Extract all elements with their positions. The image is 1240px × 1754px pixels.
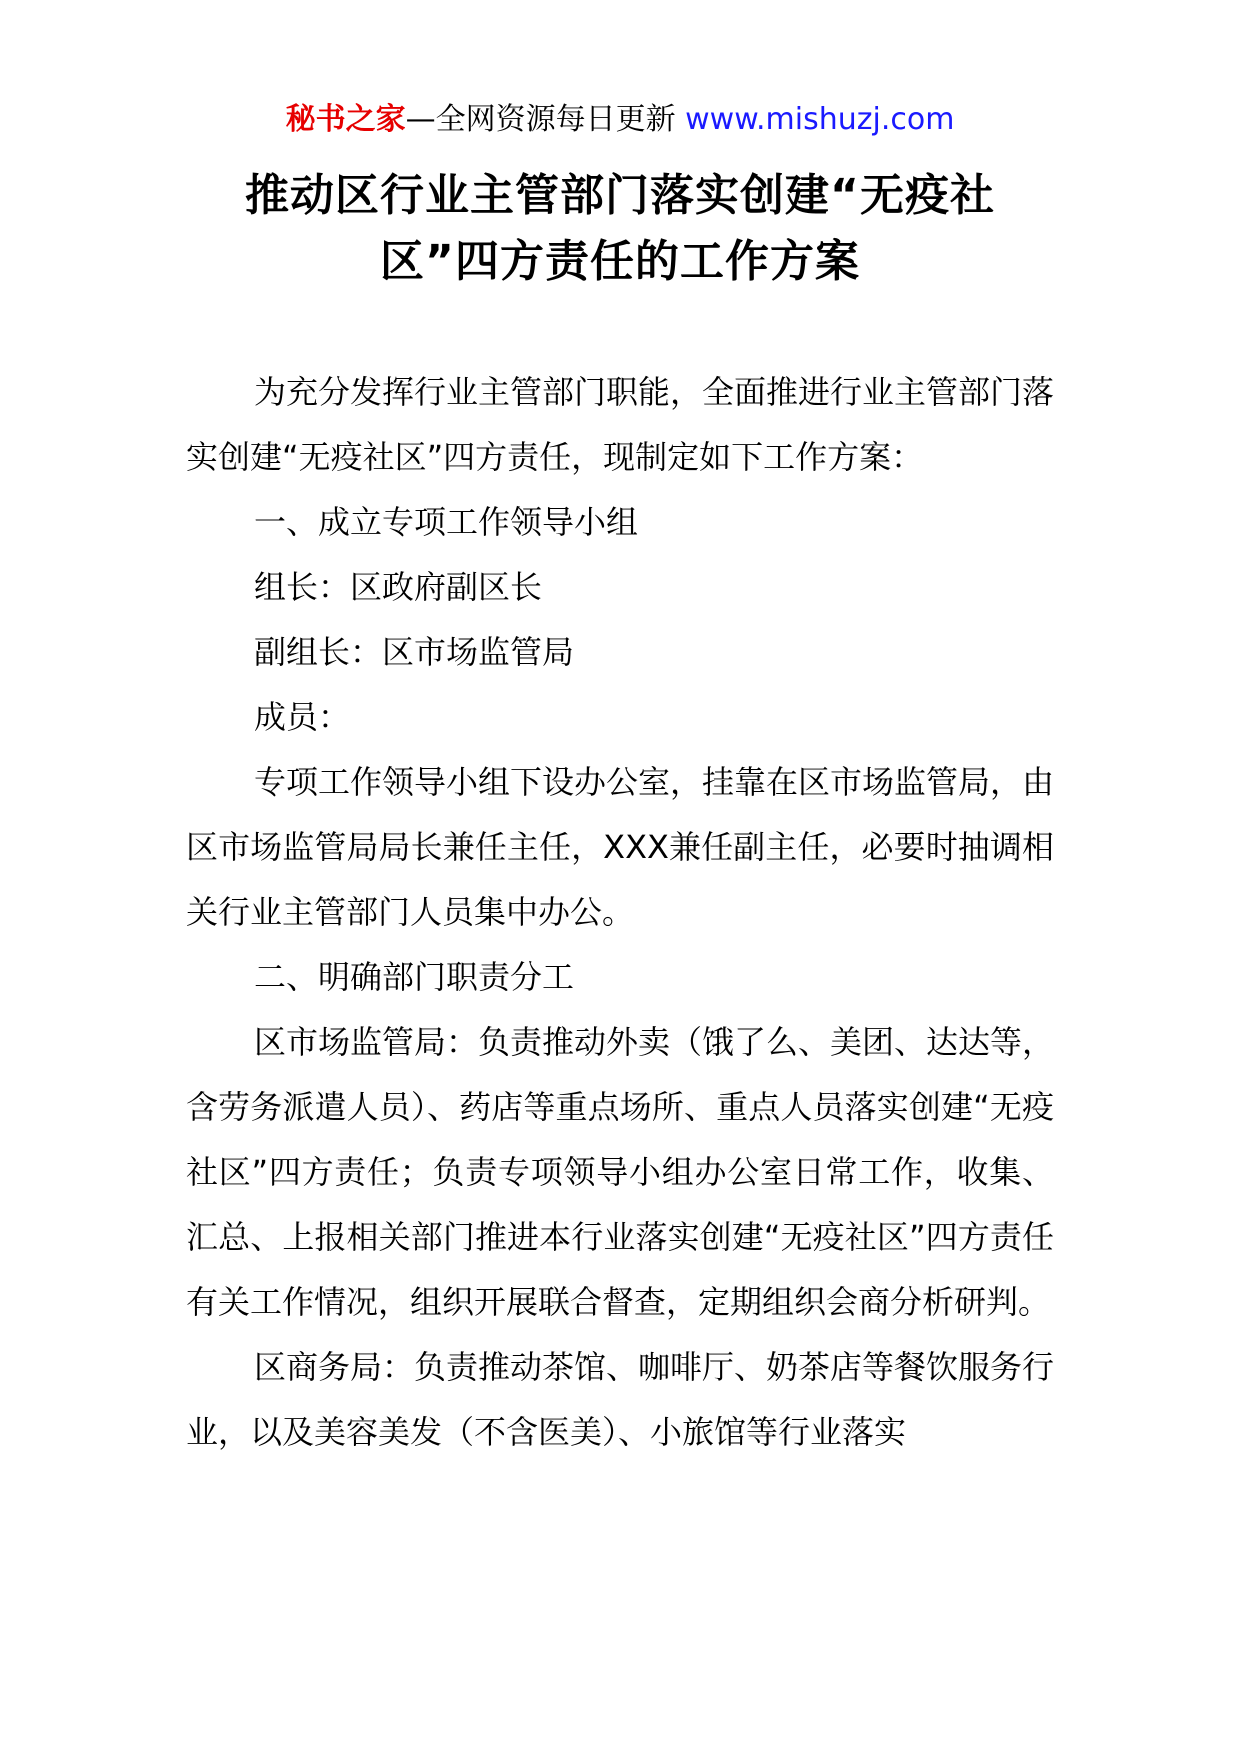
document-body [186,360,1054,1465]
group-leader-line: 组长：区政府副区长 [254,568,543,606]
document-title [190,163,1050,295]
deputy-leader-line: 副组长：区市场监管局 [254,633,575,671]
title-line-2: 区”四方责任的工作方案 [380,236,860,287]
site-name: 秘书之家 [285,102,406,137]
section-heading-1: 一、成立专项工作领导小组 [254,503,639,541]
site-url-link[interactable]: www.mishuzj.com [685,102,955,137]
office-paragraph: 专项工作领导小组下设办公室，挂靠在区市场监管局，由区市场监管局局长兼任主任，XXX兼任副主任，必要时抽调相关行业主管部门人员集中办公。 [186,763,1055,931]
market-bureau-paragraph: 区市场监管局：负责推动外卖（饿了么、美团、达达等，含劳务派遣人员）、药店等重点场所、重点人员落实创建“无疫社区”四方责任；负责专项领导小组办公室日常工作，收集、汇总、上报相关部门推进本行业落实创建“无疫社区”四方责任有关工作情况，组织开展联合督查，定期组织会商分析研判。 [186,1023,1055,1321]
commerce-bureau-paragraph: 区商务局：负责推动茶馆、咖啡厅、奶茶店等餐饮服务行业，以及美容美发（不含医美）、小旅馆等行业落实 [186,1348,1055,1451]
site-header [0,100,1240,140]
members-line: 成员： [254,698,351,736]
title-line-1: 推动区行业主管部门落实创建“无疫社 [245,170,995,221]
site-tagline: —全网资源每日更新 [405,102,676,137]
section-heading-2: 二、明确部门职责分工 [254,958,575,996]
intro-paragraph: 为充分发挥行业主管部门职能，全面推进行业主管部门落实创建“无疫社区”四方责任，现制定如下工作方案： [186,373,1055,476]
